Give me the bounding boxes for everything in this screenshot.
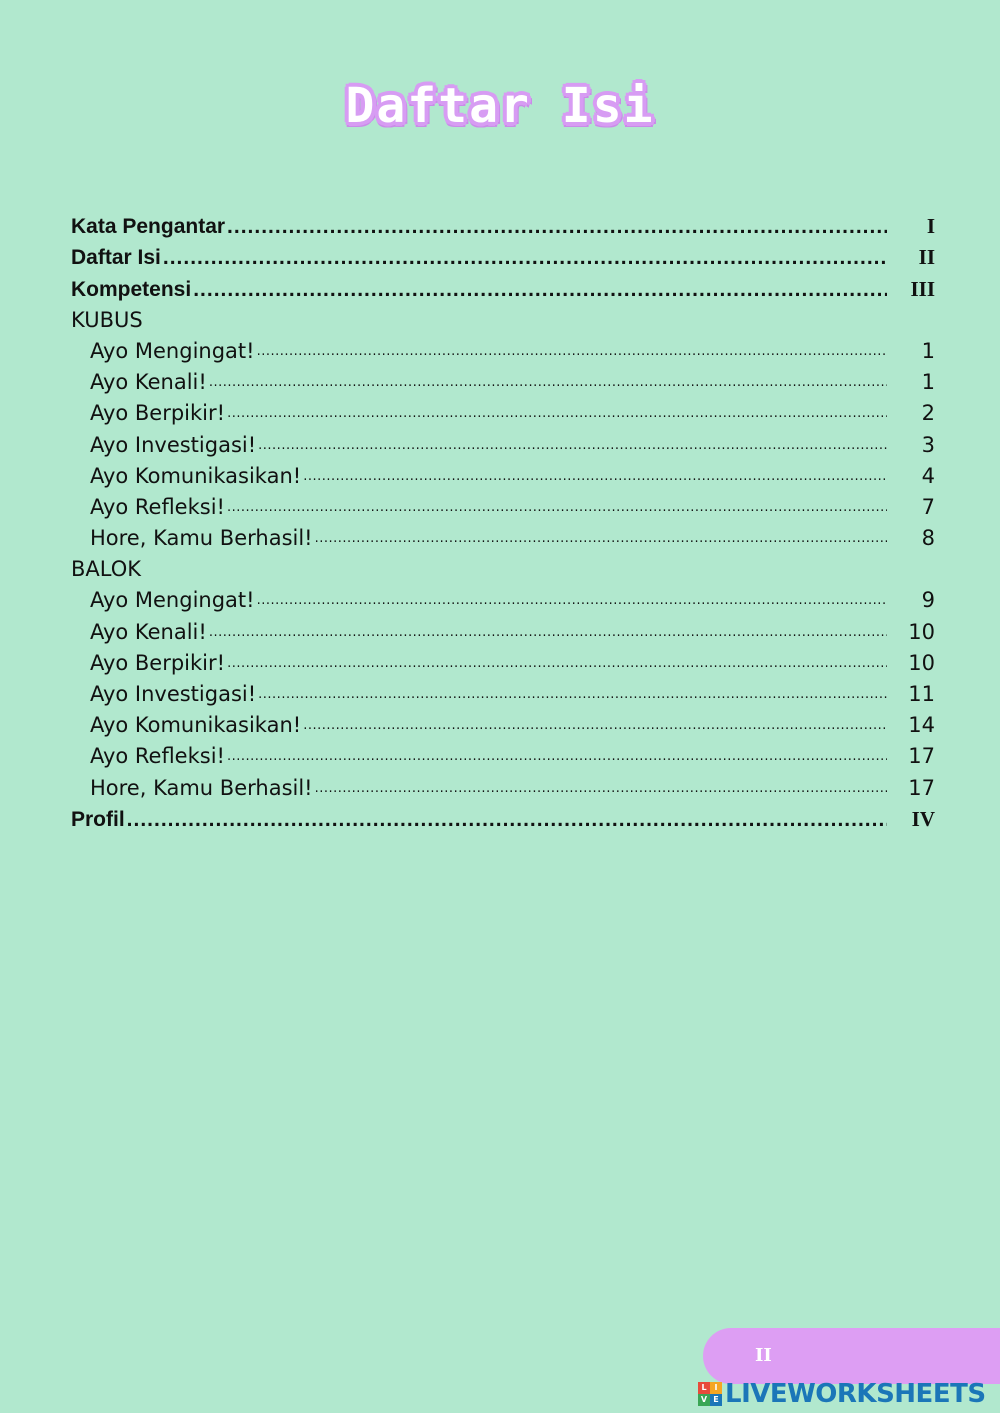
- toc-entry: [71, 772, 935, 803]
- dot-leader: [303, 461, 887, 492]
- toc-entry-page: 7: [921, 494, 935, 519]
- toc-entry-page: 11: [908, 682, 935, 706]
- page-title: Daftar Isi: [345, 78, 655, 134]
- toc-entry-label: Ayo Refleksi!: [90, 744, 225, 769]
- dot-leader: [315, 523, 887, 554]
- toc-entry-page: 4: [921, 463, 935, 488]
- toc-entry: [71, 648, 935, 679]
- toc-entry: [71, 429, 935, 460]
- dot-leader: [227, 211, 887, 242]
- dot-leader: [303, 710, 887, 741]
- dot-leader: [227, 741, 887, 772]
- toc-entry: [71, 461, 935, 492]
- table-of-contents: [71, 211, 935, 835]
- dot-leader: [257, 585, 887, 616]
- toc-entry-label: Ayo Investigasi!: [90, 432, 257, 457]
- page-number: II: [755, 1345, 772, 1366]
- toc-entry-label: Hore, Kamu Berhasil!: [90, 526, 313, 551]
- toc-entry-label: Ayo Mengingat!: [90, 588, 255, 613]
- logo-letter-v: V: [698, 1394, 710, 1406]
- logo-letter-l: L: [698, 1382, 710, 1394]
- page-number-tab: [703, 1328, 1000, 1384]
- toc-entry: [71, 585, 935, 616]
- toc-entry: [71, 305, 935, 336]
- toc-entry: [71, 710, 935, 741]
- toc-entry-label: KUBUS: [71, 307, 143, 332]
- toc-entry-label: Ayo Komunikasikan!: [90, 463, 302, 488]
- dot-leader: [257, 336, 887, 367]
- toc-entry-label: Ayo Berpikir!: [90, 401, 226, 426]
- dot-leader: [258, 430, 887, 461]
- brand-name: LIVEWORKSHEETS: [725, 1379, 986, 1409]
- toc-entry-label: Kompetensi: [71, 277, 192, 301]
- toc-entry-label: Kata Pengantar: [71, 215, 226, 239]
- toc-entry-page: I: [926, 214, 935, 239]
- toc-entry: [71, 336, 935, 367]
- dot-leader: [227, 492, 887, 523]
- toc-entry: [71, 616, 935, 647]
- liveworksheets-brand[interactable]: [698, 1377, 986, 1411]
- toc-entry: [71, 273, 935, 304]
- toc-entry-page: 3: [921, 432, 935, 457]
- toc-entry-page: II: [918, 245, 935, 270]
- toc-entry-label: Profil: [71, 807, 125, 831]
- toc-entry-label: Ayo Komunikasikan!: [90, 713, 302, 738]
- toc-entry: [71, 679, 935, 710]
- dot-leader: [127, 804, 887, 835]
- toc-entry-page: 17: [908, 775, 935, 800]
- toc-entry: [71, 523, 935, 554]
- toc-entry: [71, 804, 935, 835]
- dot-leader: [315, 773, 887, 804]
- toc-entry-page: 17: [908, 744, 935, 769]
- toc-entry-page: IV: [911, 806, 935, 831]
- toc-entry-page: 1: [921, 338, 935, 363]
- liveworksheets-logo-icon: [698, 1382, 722, 1406]
- toc-entry: [71, 367, 935, 398]
- logo-letter-e: E: [710, 1394, 722, 1406]
- toc-entry-label: Ayo Berpikir!: [90, 650, 226, 675]
- toc-entry-page: 10: [908, 650, 935, 675]
- dot-leader: [163, 242, 887, 273]
- toc-entry-page: 2: [921, 401, 935, 426]
- toc-entry-label: Ayo Refleksi!: [90, 494, 225, 519]
- toc-entry-page: 14: [908, 713, 935, 738]
- toc-entry: [71, 242, 935, 273]
- toc-entry: [71, 741, 935, 772]
- toc-entry-page: 10: [908, 619, 935, 644]
- dot-leader: [209, 617, 887, 648]
- toc-entry-label: Ayo Kenali!: [90, 619, 207, 644]
- toc-entry: [71, 398, 935, 429]
- toc-entry-label: BALOK: [71, 557, 142, 582]
- toc-entry-page: 9: [921, 588, 935, 613]
- toc-entry-label: Ayo Kenali!: [90, 370, 207, 395]
- dot-leader: [209, 367, 887, 398]
- toc-entry-page: 8: [921, 526, 935, 551]
- dot-leader: [258, 679, 887, 710]
- toc-entry: [71, 211, 935, 242]
- toc-entry-page: III: [910, 276, 935, 301]
- toc-entry-label: Daftar Isi: [71, 246, 161, 270]
- toc-entry: [71, 492, 935, 523]
- toc-entry-label: Ayo Investigasi!: [90, 682, 257, 706]
- toc-entry-label: Hore, Kamu Berhasil!: [90, 775, 313, 800]
- toc-entry: [71, 554, 935, 585]
- dot-leader: [193, 274, 887, 305]
- dot-leader: [227, 398, 887, 429]
- toc-entry-page: 1: [921, 370, 935, 395]
- logo-letter-i: I: [710, 1382, 722, 1394]
- dot-leader: [227, 648, 887, 679]
- toc-entry-label: Ayo Mengingat!: [90, 338, 255, 363]
